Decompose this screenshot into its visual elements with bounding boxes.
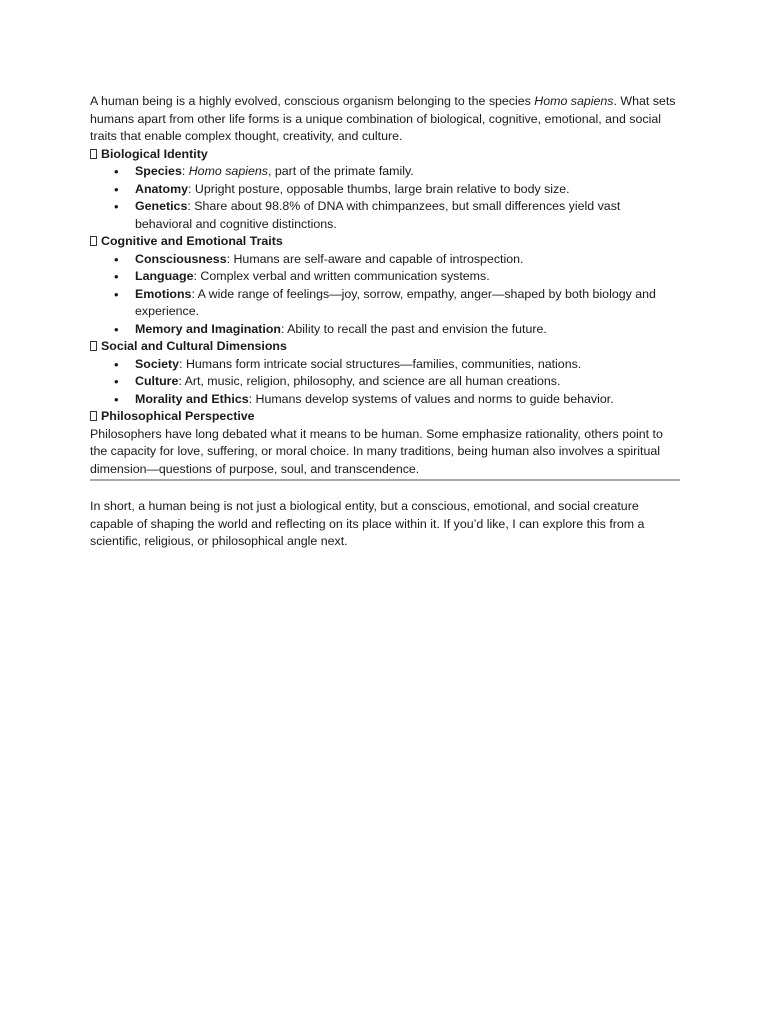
item-term: Language	[135, 269, 194, 283]
item-term: Memory and Imagination	[135, 321, 281, 336]
item-italic: Homo sapiens	[188, 164, 268, 178]
list-biological	[90, 163, 680, 233]
list-item	[90, 286, 680, 321]
item-text: : Upright posture, opposable thumbs, large brain relative to body size.	[188, 181, 570, 196]
missing-glyph-icon	[90, 236, 97, 246]
missing-glyph-icon	[90, 411, 97, 421]
horizontal-divider	[90, 479, 680, 481]
list-item	[90, 356, 680, 374]
item-term: Emotions	[135, 286, 192, 301]
item-term: Morality and Ethics	[135, 391, 249, 406]
bullet-icon: •	[114, 164, 119, 179]
bullet-icon: •	[114, 374, 119, 389]
intro-species-italic: Homo sapiens	[534, 94, 614, 108]
item-text: : Complex verbal and written communication systems.	[193, 269, 490, 283]
section-heading-text: Cognitive and Emotional Traits	[101, 234, 283, 248]
list-item	[90, 198, 680, 233]
item-text: : Humans form intricate social structures—families, communities, nations.	[179, 356, 582, 371]
missing-glyph-icon	[90, 149, 97, 159]
item-term: Culture	[135, 374, 179, 388]
section-heading-text: Biological Identity	[101, 146, 208, 161]
list-item	[90, 181, 680, 199]
item-text: : Humans develop systems of values and norms to guide behavior.	[248, 391, 614, 406]
item-term: Genetics	[135, 199, 188, 213]
bullet-icon: •	[114, 391, 119, 407]
item-text-tail: , part of the primate family.	[267, 164, 414, 178]
bullet-icon: •	[114, 181, 119, 197]
bullet-icon: •	[114, 286, 119, 302]
item-term: Anatomy	[135, 181, 189, 196]
list-item	[90, 163, 680, 181]
item-term: Society	[135, 356, 180, 371]
section-heading-philosophical	[90, 408, 680, 426]
intro-paragraph	[90, 93, 680, 146]
section-heading-cognitive	[90, 233, 680, 251]
item-text: : Share about 98.8% of DNA with chimpanzees, but small differences yield vast behavioral and cognitive distinctions.	[135, 199, 621, 231]
section-heading-text: Philosophical Perspective	[101, 409, 255, 423]
document-page	[90, 93, 680, 551]
list-item	[90, 268, 680, 286]
list-item	[90, 321, 680, 339]
section-heading-social	[90, 338, 680, 356]
bullet-icon: •	[114, 321, 119, 337]
item-text: : Art, music, religion, philosophy, and science are all human creations.	[178, 374, 561, 388]
list-item	[90, 391, 680, 409]
closing-paragraph: In short, a human being is not just a biological entity, but a conscious, emotional, and social creature capable of shaping the world and reflecting on its place within it. If you’d like, I can explore this from a scientific, religious, or philosophical angle next.	[90, 499, 645, 548]
list-item	[90, 251, 680, 269]
item-term: Species	[135, 164, 182, 178]
section-heading-text: Social and Cultural Dimensions	[101, 339, 287, 353]
bullet-icon: •	[114, 251, 119, 267]
item-term: Consciousness	[135, 251, 227, 266]
bullet-icon: •	[114, 269, 119, 284]
list-cognitive	[90, 251, 680, 339]
section-heading-biological	[90, 146, 680, 164]
item-text: :	[181, 164, 189, 178]
bullet-icon: •	[114, 199, 119, 214]
item-text: : Ability to recall the past and envision the future.	[280, 321, 547, 336]
list-item	[90, 373, 680, 391]
philosophy-paragraph: Philosophers have long debated what it means to be human. Some emphasize rationality, others point to the capacity for love, suffering, or moral choice. In many traditions, being human also involves a spiritual dimension—questions of purpose, soul, and transcendence.	[90, 426, 663, 476]
intro-text-post: . What sets humans apart from other life forms is a unique combination of biological, cognitive, emotional, and social traits that enable complex thought, creativity, and culture.	[90, 94, 676, 143]
list-social	[90, 356, 680, 409]
bullet-icon: •	[114, 356, 119, 372]
item-text: : Humans are self-aware and capable of introspection.	[226, 251, 524, 266]
intro-text-pre: A human being is a highly evolved, conscious organism belonging to the species	[90, 94, 535, 108]
item-text: : A wide range of feelings—joy, sorrow, empathy, anger—shaped by both biology and experience.	[135, 286, 656, 318]
missing-glyph-icon	[90, 341, 97, 351]
